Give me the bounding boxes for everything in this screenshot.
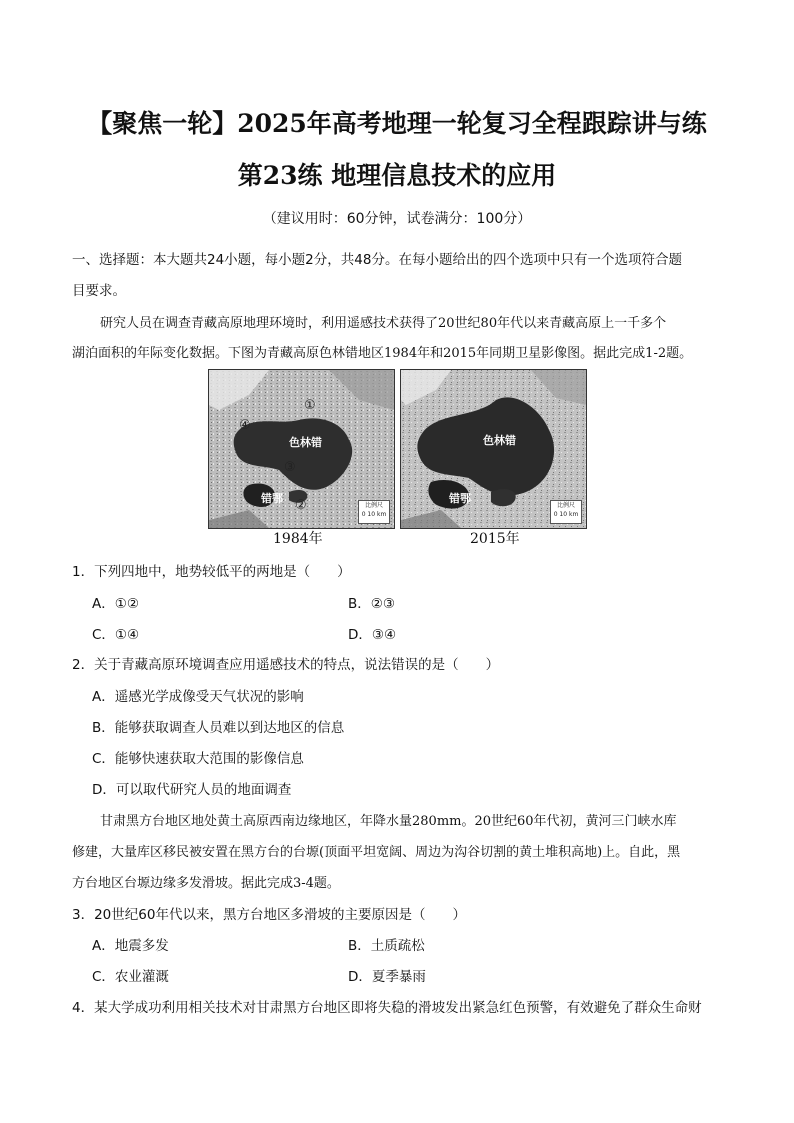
marker-1: ① [304, 398, 316, 413]
q2-option-a: A．遥感光学成像受天气状况的影响 [92, 689, 304, 705]
q1-option-c: C．①④ [92, 627, 140, 643]
q3-option-d: D．夏季暴雨 [348, 969, 426, 985]
scale-label: 比例尺 [364, 502, 383, 509]
q2-stem: 2．关于青藏高原环境调查应用遥感技术的特点，说法错误的是（ ） [72, 657, 500, 673]
lake-label-cuoe: 错鄂 [261, 492, 283, 505]
q3-option-c: C．农业灌溉 [92, 969, 169, 985]
scale-label: 比例尺 [556, 502, 575, 509]
satellite-image-2015 [400, 369, 587, 529]
q1-option-d: D．③④ [348, 627, 397, 643]
scale-bar-1984 [358, 500, 390, 524]
section-heading-line1: 一、选择题：本大题共24小题，每小题2分，共48分。在每小题给出的四个选项中只有一个选项符合题 [72, 252, 682, 268]
scale-value: 0 10 km [553, 511, 579, 518]
passage1-line2: 湖泊面积的年际变化数据。下图为青藏高原色林错地区1984年和2015年同期卫星影像图。据此完成1-2题。 [72, 346, 693, 361]
q3-option-a: A．地震多发 [92, 938, 169, 954]
q1-option-b: B．②③ [348, 596, 395, 612]
marker-2: ② [295, 498, 307, 513]
q3-stem: 3．20世纪60年代以来，黑方台地区多滑坡的主要原因是（ ） [72, 907, 466, 923]
lake-label-selinco: 色林错 [289, 436, 322, 449]
lake-label-selinco-2015: 色林错 [483, 434, 516, 447]
marker-3: ③ [284, 460, 296, 475]
q4-stem: 4．某大学成功利用相关技术对甘肃黑方台地区即将失稳的滑坡发出紧急红色预警，有效避免了群众生命财 [72, 1000, 702, 1016]
section-heading-line2: 目要求。 [72, 283, 126, 299]
satellite-image-1984 [208, 369, 395, 529]
scale-value: 0 10 km [361, 511, 387, 518]
passage2-line3: 方台地区台塬边缘多发滑坡。据此完成3-4题。 [72, 876, 340, 891]
document-title: 【聚焦一轮】2025年高考地理一轮复习全程跟踪讲与练 [87, 109, 707, 138]
q1-option-a: A．①② [92, 596, 139, 612]
q3-option-b: B．土质疏松 [348, 938, 425, 954]
document-subtitle: 第23练 地理信息技术的应用 [237, 161, 557, 190]
passage1-line1: 研究人员在调查青藏高原地理环境时，利用遥感技术获得了20世纪80年代以来青藏高原上一千多个 [100, 316, 667, 331]
year-label-1984: 1984年 [273, 531, 323, 547]
q2-option-d: D．可以取代研究人员的地面调查 [92, 782, 292, 798]
year-label-2015: 2015年 [470, 531, 520, 547]
lake-label-cuoe-2015: 错鄂 [449, 492, 471, 505]
marker-4: ④ [239, 418, 251, 433]
q2-option-b: B．能够获取调查人员难以到达地区的信息 [92, 720, 345, 736]
scale-bar-2015 [550, 500, 582, 524]
time-score-note: （建议用时：60分钟，试卷满分：100分） [262, 211, 532, 227]
q2-option-c: C．能够快速获取大范围的影像信息 [92, 751, 304, 767]
passage2-line2: 修建，大量库区移民被安置在黑方台的台塬(顶面平坦宽阔、周边为沟谷切割的黄土堆积高地)上。自此，黑 [72, 845, 681, 860]
q1-stem: 1．下列四地中，地势较低平的两地是（ ） [72, 564, 351, 580]
passage2-line1: 甘肃黑方台地区地处黄土高原西南边缘地区，年降水量280mm。20世纪60年代初，黄河三门峡水库 [100, 814, 677, 829]
